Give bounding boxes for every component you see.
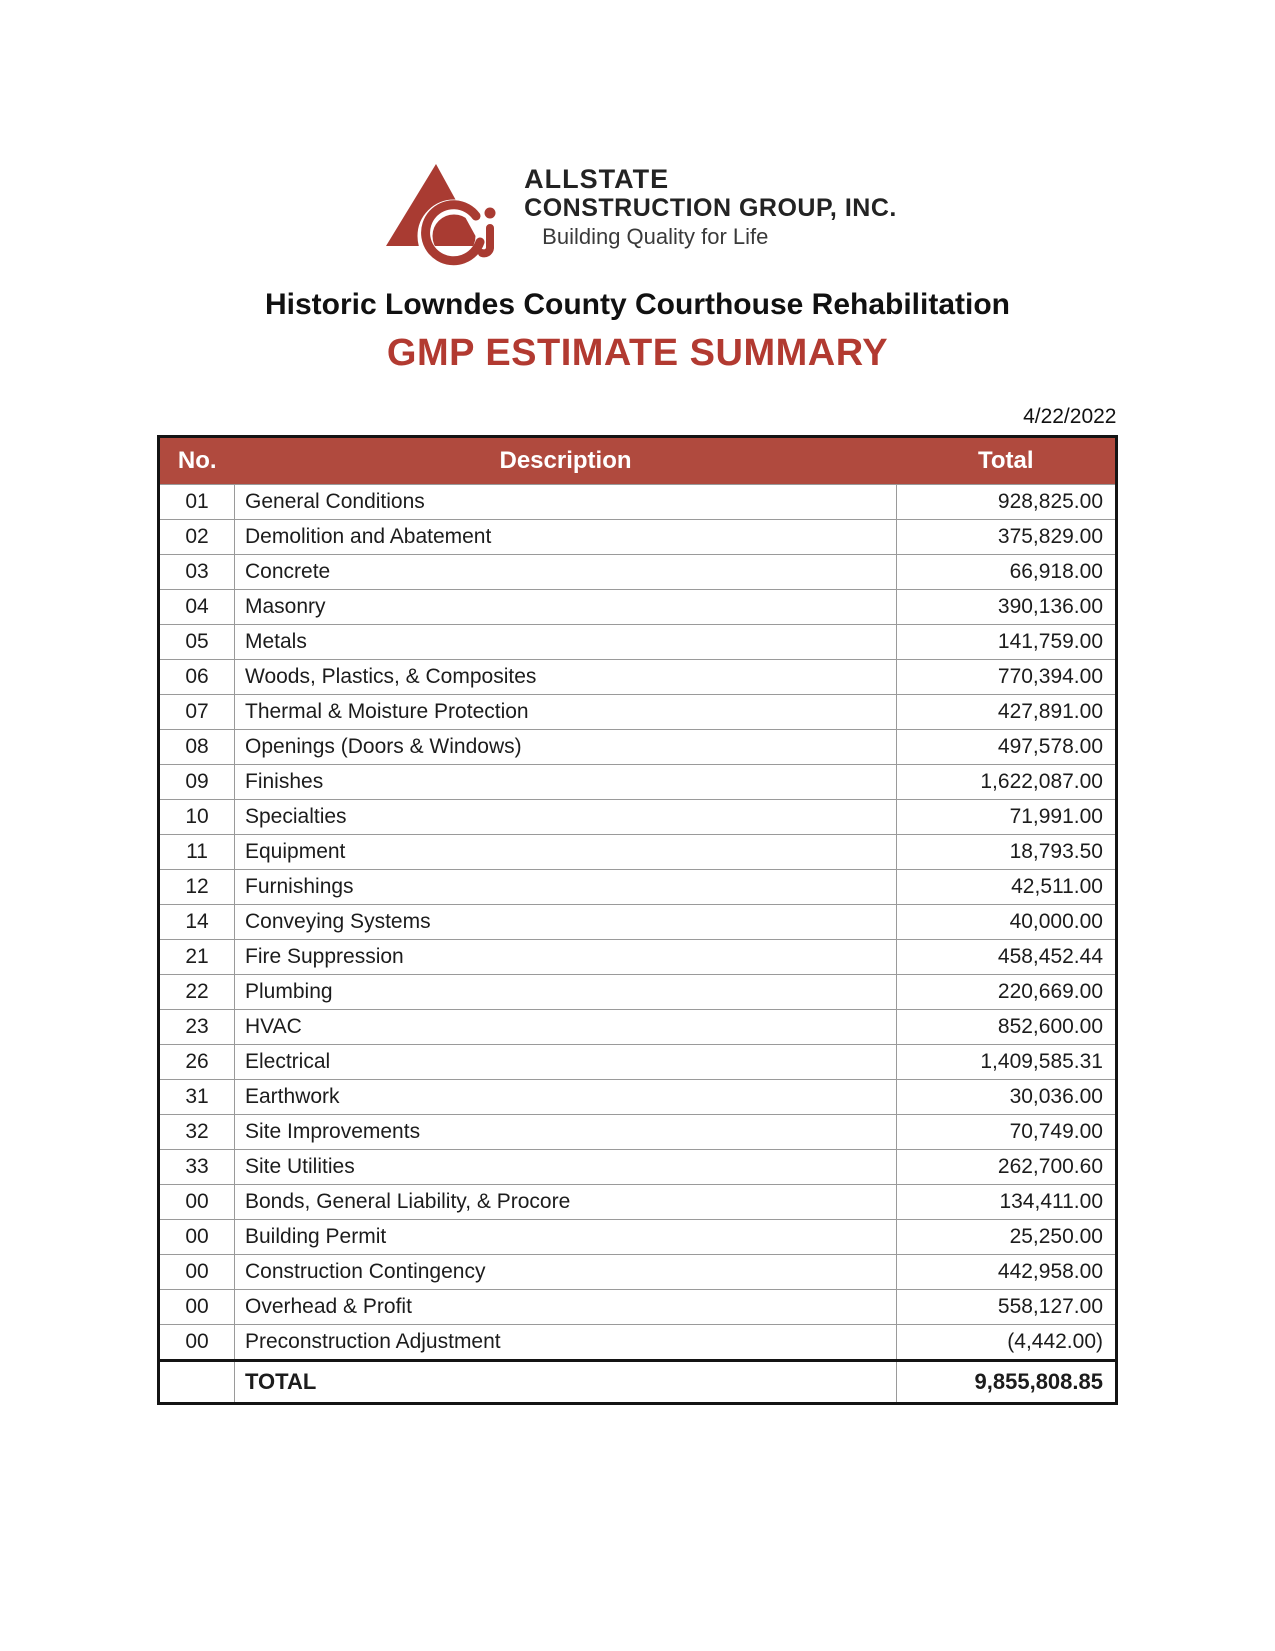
table-row [159, 730, 1117, 765]
table-row [159, 695, 1117, 730]
row-no: 00 [159, 1255, 235, 1290]
row-description: HVAC [235, 1010, 897, 1045]
allstate-logo-icon [378, 150, 518, 272]
row-no: 23 [159, 1010, 235, 1045]
row-description: Earthwork [235, 1080, 897, 1115]
row-description: Demolition and Abatement [235, 520, 897, 555]
row-no: 03 [159, 555, 235, 590]
table-row [159, 1185, 1117, 1220]
row-no: 11 [159, 835, 235, 870]
row-description: Openings (Doors & Windows) [235, 730, 897, 765]
table-row [159, 1255, 1117, 1290]
row-total: 134,411.00 [897, 1185, 1117, 1220]
row-total: 18,793.50 [897, 835, 1117, 870]
row-total: 497,578.00 [897, 730, 1117, 765]
row-description: Fire Suppression [235, 940, 897, 975]
table-row [159, 835, 1117, 870]
table-row [159, 870, 1117, 905]
row-description: Masonry [235, 590, 897, 625]
row-no: 26 [159, 1045, 235, 1080]
row-total: 375,829.00 [897, 520, 1117, 555]
row-total: 427,891.00 [897, 695, 1117, 730]
row-total: 1,409,585.31 [897, 1045, 1117, 1080]
row-description: Finishes [235, 765, 897, 800]
table-header-row [159, 437, 1117, 485]
row-description: Concrete [235, 555, 897, 590]
row-no: 02 [159, 520, 235, 555]
row-total: 42,511.00 [897, 870, 1117, 905]
row-no: 01 [159, 485, 235, 520]
row-description: Construction Contingency [235, 1255, 897, 1290]
row-total: 458,452.44 [897, 940, 1117, 975]
row-description: Overhead & Profit [235, 1290, 897, 1325]
company-name-line2: CONSTRUCTION GROUP, INC. [524, 194, 897, 223]
table-row [159, 1150, 1117, 1185]
table-row [159, 1010, 1117, 1045]
company-name-block [524, 150, 897, 250]
document-title: Historic Lowndes County Courthouse Rehabilitation [264, 288, 1011, 321]
row-description: Site Utilities [235, 1150, 897, 1185]
table-row [159, 765, 1117, 800]
table-row [159, 1220, 1117, 1255]
row-no: 10 [159, 800, 235, 835]
table-row [159, 940, 1117, 975]
total-row [159, 1361, 1117, 1404]
table-row [159, 1115, 1117, 1150]
table-row [159, 555, 1117, 590]
row-total: 141,759.00 [897, 625, 1117, 660]
row-description: Thermal & Moisture Protection [235, 695, 897, 730]
row-no: 05 [159, 625, 235, 660]
row-description: Site Improvements [235, 1115, 897, 1150]
row-no: 22 [159, 975, 235, 1010]
row-description: Metals [235, 625, 897, 660]
table-row [159, 800, 1117, 835]
row-description: Bonds, General Liability, & Procore [235, 1185, 897, 1220]
row-description: Equipment [235, 835, 897, 870]
table-row [159, 1290, 1117, 1325]
table-row [159, 1080, 1117, 1115]
estimate-table-body [159, 485, 1117, 1361]
document-subtitle: GMP ESTIMATE SUMMARY [386, 332, 889, 374]
row-description: Specialties [235, 800, 897, 835]
row-no: 00 [159, 1290, 235, 1325]
row-description: General Conditions [235, 485, 897, 520]
row-description: Building Permit [235, 1220, 897, 1255]
row-no: 00 [159, 1325, 235, 1361]
row-description: Conveying Systems [235, 905, 897, 940]
company-tagline: Building Quality for Life [542, 224, 769, 250]
row-total: (4,442.00) [897, 1325, 1117, 1361]
row-description: Furnishings [235, 870, 897, 905]
document-date: 4/22/2022 [1023, 405, 1117, 428]
row-description: Electrical [235, 1045, 897, 1080]
row-total: 262,700.60 [897, 1150, 1117, 1185]
row-no: 00 [159, 1220, 235, 1255]
row-no: 21 [159, 940, 235, 975]
row-no: 00 [159, 1185, 235, 1220]
estimate-summary-table [157, 435, 1118, 1405]
table-row [159, 520, 1117, 555]
row-description: Preconstruction Adjustment [235, 1325, 897, 1361]
row-total: 220,669.00 [897, 975, 1117, 1010]
row-total: 66,918.00 [897, 555, 1117, 590]
table-row [159, 1325, 1117, 1361]
row-total: 558,127.00 [897, 1290, 1117, 1325]
row-total: 71,991.00 [897, 800, 1117, 835]
table-row [159, 1045, 1117, 1080]
table-row [159, 975, 1117, 1010]
row-no: 08 [159, 730, 235, 765]
row-total: 40,000.00 [897, 905, 1117, 940]
row-total: 390,136.00 [897, 590, 1117, 625]
column-header-total: Total [977, 447, 1034, 474]
row-total: 928,825.00 [897, 485, 1117, 520]
row-total: 70,749.00 [897, 1115, 1117, 1150]
table-row [159, 590, 1117, 625]
row-description: Plumbing [235, 975, 897, 1010]
row-total: 30,036.00 [897, 1080, 1117, 1115]
row-total: 25,250.00 [897, 1220, 1117, 1255]
row-no: 33 [159, 1150, 235, 1185]
row-no: 14 [159, 905, 235, 940]
row-no: 32 [159, 1115, 235, 1150]
total-row-no [159, 1361, 235, 1404]
table-row [159, 625, 1117, 660]
row-no: 12 [159, 870, 235, 905]
total-row-value: 9,855,808.85 [897, 1361, 1117, 1404]
row-description: Woods, Plastics, & Composites [235, 660, 897, 695]
row-no: 07 [159, 695, 235, 730]
row-no: 06 [159, 660, 235, 695]
row-no: 09 [159, 765, 235, 800]
table-row [159, 485, 1117, 520]
column-header-description: Description [499, 447, 632, 474]
table-row [159, 660, 1117, 695]
row-total: 770,394.00 [897, 660, 1117, 695]
row-no: 04 [159, 590, 235, 625]
column-header-no: No. [177, 447, 217, 474]
row-total: 1,622,087.00 [897, 765, 1117, 800]
row-total: 442,958.00 [897, 1255, 1117, 1290]
row-total: 852,600.00 [897, 1010, 1117, 1045]
company-logo [0, 150, 1275, 272]
total-row-label: TOTAL [235, 1361, 897, 1404]
company-name-line1: ALLSTATE [524, 164, 670, 194]
table-row [159, 905, 1117, 940]
row-no: 31 [159, 1080, 235, 1115]
